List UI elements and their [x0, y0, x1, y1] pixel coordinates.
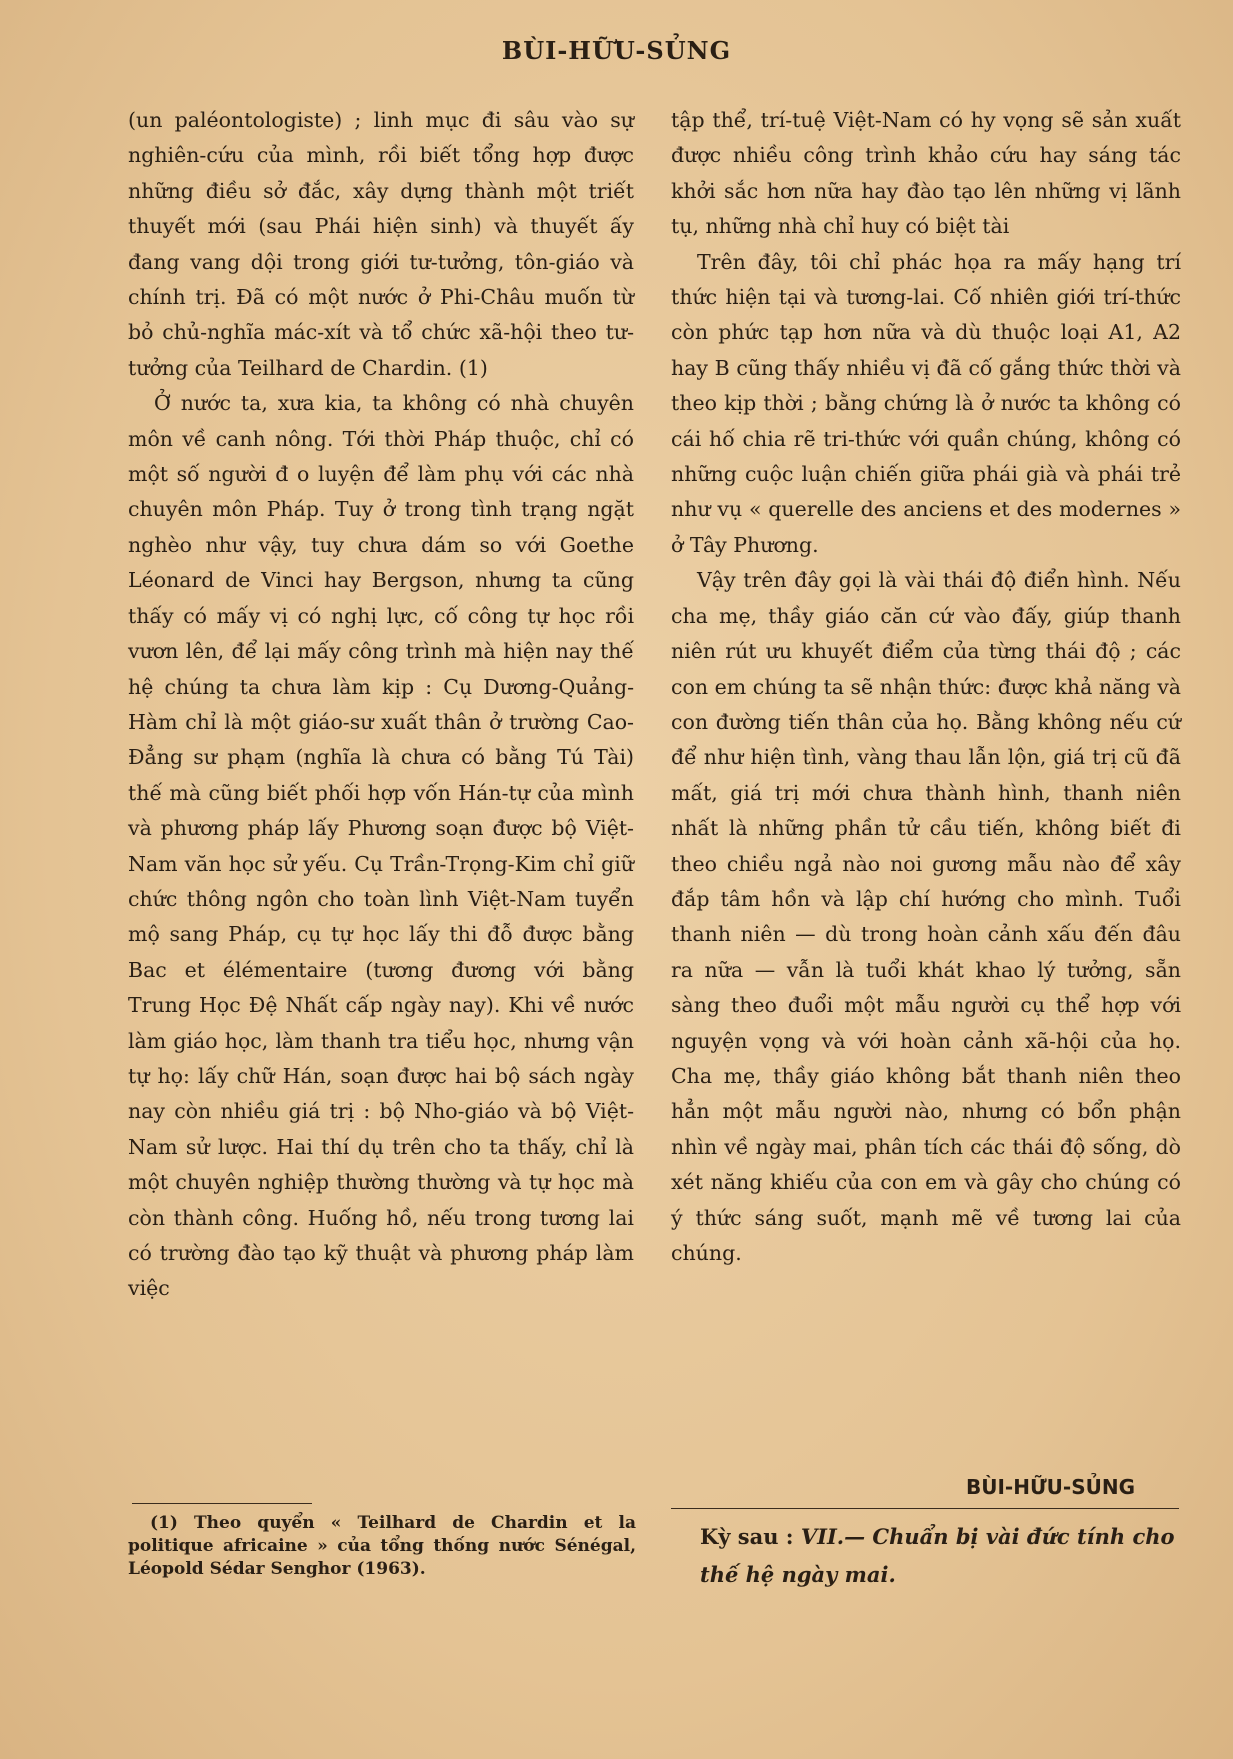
footnote-divider: [132, 1503, 312, 1504]
author-signature: BÙI-HỮU-SỦNG: [966, 1475, 1136, 1499]
divider: [671, 1508, 1179, 1509]
paragraph: (un paléontologiste) ; linh mục đi sâu vào sự nghiên-cứu của mình, rồi biết tổng hợp được những điều sở đắc, xây dựng thành một triết thuyết mới (sau Phái hiện sinh) và thuyết ấy đang vang dội trong giới tư-tưởng, tôn-giáo và chính trị. Đã có một nước ở Phi-Châu muốn từ bỏ chủ-nghĩa mác-xít và tổ chức xã-hội theo tư-tưởng của Teilhard de Chardin. (1): [128, 108, 634, 380]
footnote: [128, 1512, 636, 1581]
next-issue-label: Kỳ sau :: [700, 1524, 794, 1549]
page-header: BÙI-HỮU-SỦNG: [501, 36, 732, 65]
paragraph: Trên đây, tôi chỉ phác họa ra mấy hạng trí thức hiện tại và tương-lai. Cố nhiên giới trí-thức còn phức tạp hơn nữa và dù thuộc loại A1, A2 hay B cũng thấy nhiều vị đã cố gắng thức thời và theo kịp thời ; bằng chứng là ở nước ta không có cái hố chia rẽ tri-thức với quần chúng, không có những cuộc luận chiến giữa phái già và phái trẻ như vụ « querelle des anciens et des modernes » ở Tây Phương.: [671, 249, 1181, 557]
paragraph: tập thể, trí-tuệ Việt-Nam có hy vọng sẽ sản xuất được nhiều công trình khảo cứu hay sáng tác khởi sắc hơn nữa hay đào tạo lên những vị lãnh tụ, những nhà chỉ huy có biệt tài: [671, 108, 1181, 239]
next-issue-notice: [700, 1518, 1180, 1594]
paragraph: Ở nước ta, xưa kia, ta không có nhà chuyên môn về canh nông. Tới thời Pháp thuộc, chỉ có một số người đ o luyện để làm phụ với các nhà chuyên môn Pháp. Tuy ở trong tình trạng ngặt nghèo như vậy, tuy chưa dám so với Goethe Léonard de Vinci hay Bergson, nhưng ta cũng thấy có mấy vị có nghị lực, cố công tự học rồi vươn lên, để lại mấy công trình mà hiện nay thế hệ chúng ta chưa làm kịp : Cụ Dương-Quảng-Hàm chỉ là một giáo-sư xuất thân ở trường Cao-Đẳng sư phạm (nghĩa là chưa có bằng Tú Tài) thế mà cũng biết phối hợp vốn Hán-tự của mình và phương pháp lấy Phương soạn được bộ Việt-Nam văn học sử yếu. Cụ Trần-Trọng-Kim chỉ giữ chức thông ngôn cho toàn lình Việt-Nam tuyển mộ sang Pháp, cụ tự học lấy thi đỗ được bằng Bac et élémentaire (tương đương với bằng Trung Học Đệ Nhất cấp ngày nay). Khi về nước làm giáo học, làm thanh tra tiểu học, nhưng vận tự họ: lấy chữ Hán, soạn được hai bộ sách ngày nay còn nhiều giá trị : bộ Nho-giáo và bộ Việt-Nam sử lược. Hai thí dụ trên cho ta thấy, chỉ là một chuyên nghiệp thường thường và tự học mà còn thành công. Huống hồ, nếu trong tương lai có trường đào tạo kỹ thuật và phương pháp làm việc: [128, 391, 634, 1301]
left-column: [128, 103, 634, 1307]
right-column: [671, 103, 1181, 1271]
footnote-text: (1) Theo quyển « Teilhard de Chardin et la politique africaine » của tổng thống nước Sénégal, Léopold Sédar Senghor (1963).: [128, 1513, 636, 1579]
paragraph: Vậy trên đây gọi là vài thái độ điển hình. Nếu cha mẹ, thầy giáo căn cứ vào đấy, giúp thanh niên rút ưu khuyết điểm của từng thái độ ; các con em chúng ta sẽ nhận thức: được khả năng và con đường tiến thân của họ. Bằng không nếu cứ để như hiện tình, vàng thau lẫn lộn, giá trị cũ đã mất, giá trị mới chưa thành hình, thanh niên nhất là những phần tử cầu tiến, không biết đi theo chiều ngả nào noi gương mẫu nào để xây đắp tâm hồn và lập chí hướng cho mình. Tuổi thanh niên — dù trong hoàn cảnh xấu đến đâu ra nữa — vẫn là tuổi khát khao lý tưởng, sẵn sàng theo đuổi một mẫu người cụ thể hợp với nguyện vọng và với hoàn cảnh xã-hội của họ. Cha mẹ, thầy giáo không bắt thanh niên theo hẳn một mẫu người nào, nhưng có bổn phận nhìn về ngày mai, phân tích các thái độ sống, dò xét năng khiếu của con em và gây cho chúng có ý thức sáng suốt, mạnh mẽ về tương lai của chúng.: [671, 568, 1181, 1265]
next-issue-title: VII.— Chuẩn bị vài đức tính cho thế hệ ngày mai.: [700, 1524, 1175, 1587]
